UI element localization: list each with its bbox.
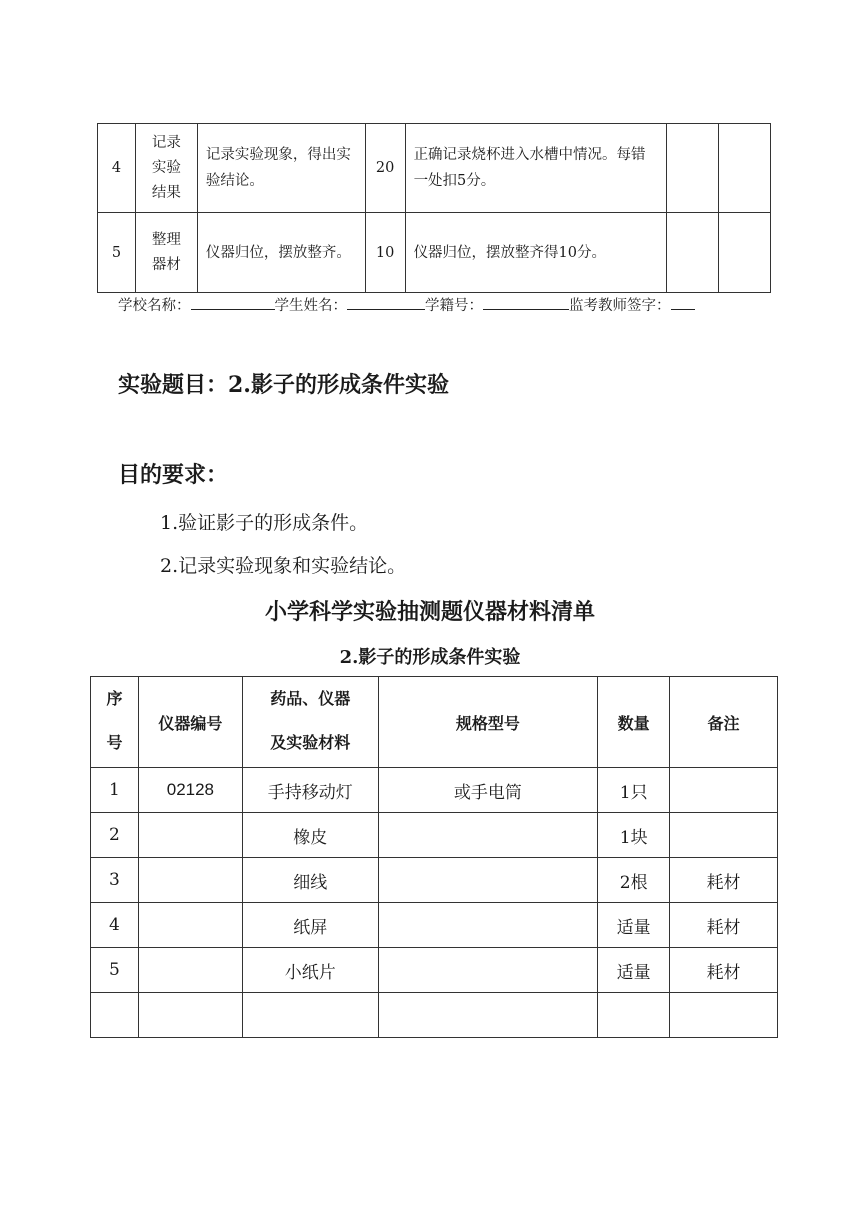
cell-name: 细线 bbox=[242, 858, 378, 903]
cell-spec: 或手电筒 bbox=[378, 768, 598, 813]
score-cell-empty bbox=[719, 213, 771, 293]
cell-name: 小纸片 bbox=[242, 948, 378, 993]
cell-empty bbox=[598, 993, 670, 1038]
step-score: 10 bbox=[365, 213, 405, 293]
table-row bbox=[98, 213, 771, 293]
header-line: 序 bbox=[106, 691, 123, 708]
scoring-criteria: 仪器归位，摆放整齐得10分。 bbox=[405, 213, 667, 293]
table-row bbox=[91, 768, 778, 813]
purpose-item: 2.记录实验现象和实验结论。 bbox=[160, 555, 407, 577]
id-blank[interactable] bbox=[483, 295, 569, 310]
scoring-criteria: 正确记录烧杯进入水槽中情况。每错一处扣5分。 bbox=[405, 124, 667, 213]
scoring-table bbox=[97, 123, 771, 293]
experiment-title: 实验题目：2.影子的形成条件实验 bbox=[118, 372, 449, 398]
cell-note: 耗材 bbox=[670, 948, 778, 993]
cell-index: 3 bbox=[91, 858, 139, 903]
cell-empty bbox=[138, 993, 242, 1038]
cell-spec bbox=[378, 813, 598, 858]
table-row bbox=[91, 903, 778, 948]
cell-empty bbox=[670, 993, 778, 1038]
step-name bbox=[135, 124, 197, 213]
step-score: 20 bbox=[365, 124, 405, 213]
table-row bbox=[91, 858, 778, 903]
student-blank[interactable] bbox=[347, 295, 425, 310]
cell-name: 纸屏 bbox=[242, 903, 378, 948]
header-code: 仪器编号 bbox=[138, 677, 242, 768]
cell-note bbox=[670, 813, 778, 858]
row-index: 4 bbox=[98, 124, 136, 213]
materials-list-subtitle: 2.影子的形成条件实验 bbox=[339, 647, 521, 668]
cell-qty: 1块 bbox=[598, 813, 670, 858]
cell-qty: 1只 bbox=[598, 768, 670, 813]
cell-note bbox=[670, 768, 778, 813]
header-note: 备注 bbox=[670, 677, 778, 768]
id-label: 学籍号： bbox=[425, 298, 483, 314]
step-name-line: 整理 bbox=[151, 231, 181, 248]
table-row-empty bbox=[91, 993, 778, 1038]
step-requirement: 记录实验现象，得出实验结论。 bbox=[197, 124, 365, 213]
header-qty: 数量 bbox=[598, 677, 670, 768]
cell-qty: 2根 bbox=[598, 858, 670, 903]
student-label: 学生姓名： bbox=[274, 298, 347, 314]
cell-name: 手持移动灯 bbox=[242, 768, 378, 813]
school-label: 学校名称： bbox=[118, 298, 191, 314]
header-spec: 规格型号 bbox=[378, 677, 598, 768]
step-requirement: 仪器归位，摆放整齐。 bbox=[197, 213, 365, 293]
header-index bbox=[91, 677, 139, 768]
header-line: 及实验材料 bbox=[270, 735, 351, 752]
score-cell-empty bbox=[667, 213, 719, 293]
step-name-line: 结果 bbox=[151, 184, 181, 201]
score-cell-empty bbox=[667, 124, 719, 213]
header-line: 号 bbox=[106, 735, 123, 752]
cell-code bbox=[138, 858, 242, 903]
cell-empty bbox=[242, 993, 378, 1038]
cell-spec bbox=[378, 858, 598, 903]
table-row bbox=[91, 948, 778, 993]
cell-spec bbox=[378, 903, 598, 948]
table-row bbox=[98, 124, 771, 213]
cell-code bbox=[138, 813, 242, 858]
cell-index: 1 bbox=[91, 768, 139, 813]
row-index: 5 bbox=[98, 213, 136, 293]
cell-code: 02128 bbox=[138, 768, 242, 813]
teacher-blank[interactable] bbox=[671, 295, 695, 310]
cell-note: 耗材 bbox=[670, 903, 778, 948]
teacher-label: 监考教师签字： bbox=[569, 298, 671, 314]
cell-empty bbox=[378, 993, 598, 1038]
cell-empty bbox=[91, 993, 139, 1038]
purpose-item: 1.验证影子的形成条件。 bbox=[160, 512, 369, 534]
cell-index: 2 bbox=[91, 813, 139, 858]
cell-qty: 适量 bbox=[598, 903, 670, 948]
cell-name: 橡皮 bbox=[242, 813, 378, 858]
header-name bbox=[242, 677, 378, 768]
cell-code bbox=[138, 948, 242, 993]
purpose-heading: 目的要求： bbox=[118, 462, 229, 488]
materials-table bbox=[90, 676, 778, 1038]
table-row bbox=[91, 813, 778, 858]
step-name-line: 器材 bbox=[151, 256, 181, 273]
cell-note: 耗材 bbox=[670, 858, 778, 903]
score-cell-empty bbox=[719, 124, 771, 213]
materials-list-title: 小学科学实验抽测题仪器材料清单 bbox=[264, 599, 595, 625]
table-header-row bbox=[91, 677, 778, 768]
cell-index: 4 bbox=[91, 903, 139, 948]
step-name-line: 记录 bbox=[151, 134, 181, 151]
header-line: 药品、仪器 bbox=[270, 691, 351, 708]
cell-spec bbox=[378, 948, 598, 993]
cell-code bbox=[138, 903, 242, 948]
cell-index: 5 bbox=[91, 948, 139, 993]
step-name bbox=[135, 213, 197, 293]
step-name-line: 实验 bbox=[151, 159, 181, 176]
cell-qty: 适量 bbox=[598, 948, 670, 993]
school-blank[interactable] bbox=[191, 295, 275, 310]
signature-line bbox=[118, 294, 695, 315]
